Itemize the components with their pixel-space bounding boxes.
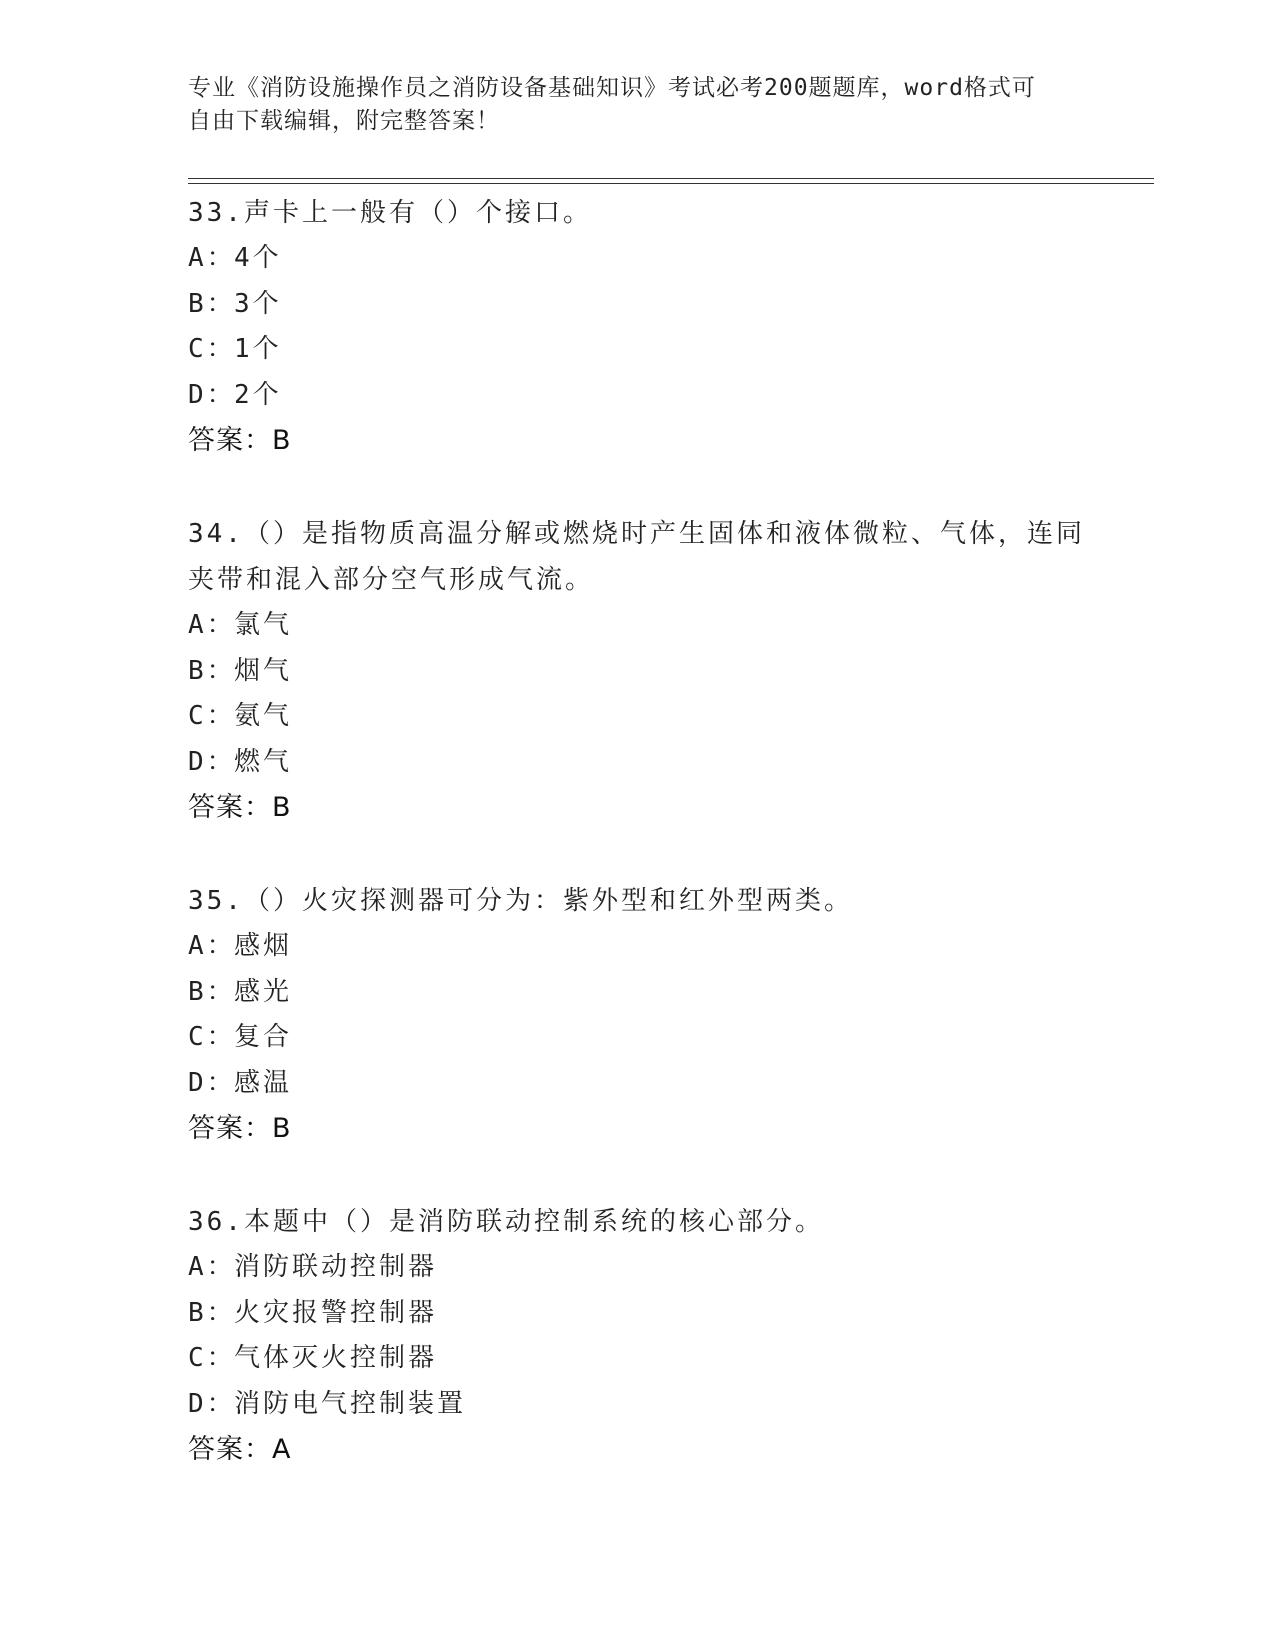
option-text: 火灾报警控制器 <box>234 1297 438 1328</box>
option-text: 感光 <box>234 976 293 1007</box>
question-35 <box>188 878 1088 1152</box>
option-key: C： <box>188 334 236 364</box>
option-c <box>188 694 1088 740</box>
option-c <box>188 1015 1088 1061</box>
option-text: 3个 <box>234 288 282 319</box>
option-text: 4个 <box>234 243 282 273</box>
header-line-2: 自由下载编辑，附完整答案！ <box>188 108 500 134</box>
option-key: D： <box>188 379 236 410</box>
option-key: B： <box>188 976 236 1007</box>
option-key: D： <box>188 746 236 777</box>
option-text: 消防电气控制装置 <box>234 1388 467 1419</box>
answer-line <box>188 418 1088 464</box>
option-key: C： <box>188 1343 236 1373</box>
answer-value: A <box>272 1434 291 1465</box>
option-b <box>188 970 1088 1016</box>
option-key: B： <box>188 288 236 319</box>
option-a <box>188 1245 1088 1291</box>
header-divider-bottom <box>188 183 1154 184</box>
option-a <box>188 924 1088 970</box>
option-key: A： <box>188 1252 236 1282</box>
option-b <box>188 282 1088 328</box>
option-text: 燃气 <box>234 746 293 777</box>
option-key: A： <box>188 610 236 640</box>
header-line-1: 专业《消防设施操作员之消防设备基础知识》考试必考200题题库，word格式可 <box>188 75 1036 101</box>
option-d <box>188 1382 1088 1428</box>
question-33 <box>188 190 1088 464</box>
question-list <box>188 190 1088 1520</box>
option-key: C： <box>188 701 236 731</box>
option-text: 烟气 <box>234 655 293 686</box>
answer-line <box>188 785 1088 831</box>
option-d <box>188 1061 1088 1107</box>
answer-label: 答案： <box>188 425 272 456</box>
document-header <box>188 72 1088 138</box>
option-text: 2个 <box>234 379 282 410</box>
question-stem: 34.（）是指物质高温分解或燃烧时产生固体和液体微粒、气体，连同夹带和混入部分空气形成气流。 <box>188 519 1085 595</box>
option-a <box>188 603 1088 649</box>
option-text: 感烟 <box>234 931 293 961</box>
option-key: C： <box>188 1022 236 1052</box>
option-key: D： <box>188 1067 236 1098</box>
answer-label: 答案： <box>188 1434 272 1465</box>
option-text: 气体灭火控制器 <box>234 1343 438 1373</box>
question-stem: 35.（）火灾探测器可分为：紫外型和红外型两类。 <box>188 886 853 916</box>
option-key: A： <box>188 931 236 961</box>
option-b <box>188 1291 1088 1337</box>
answer-value: B <box>272 1113 291 1144</box>
option-d <box>188 373 1088 419</box>
answer-value: B <box>272 792 291 823</box>
option-key: A： <box>188 243 236 273</box>
option-text: 1个 <box>234 334 282 364</box>
option-c <box>188 327 1088 373</box>
question-stem: 36.本题中（）是消防联动控制系统的核心部分。 <box>188 1207 824 1237</box>
option-key: B： <box>188 1297 236 1328</box>
option-d <box>188 740 1088 786</box>
question-stem: 33.声卡上一般有（）个接口。 <box>188 198 592 228</box>
answer-line <box>188 1106 1088 1152</box>
option-key: B： <box>188 655 236 686</box>
answer-value: B <box>272 425 291 456</box>
answer-line <box>188 1427 1088 1473</box>
option-b <box>188 649 1088 695</box>
question-34 <box>188 511 1088 831</box>
answer-label: 答案： <box>188 792 272 823</box>
option-key: D： <box>188 1388 236 1419</box>
option-text: 氯气 <box>234 610 293 640</box>
option-c <box>188 1336 1088 1382</box>
option-text: 消防联动控制器 <box>234 1252 438 1282</box>
option-a <box>188 236 1088 282</box>
option-text: 复合 <box>234 1022 293 1052</box>
option-text: 氨气 <box>234 701 293 731</box>
header-divider-top <box>188 178 1154 179</box>
answer-label: 答案： <box>188 1113 272 1144</box>
question-36 <box>188 1199 1088 1473</box>
option-text: 感温 <box>234 1067 293 1098</box>
